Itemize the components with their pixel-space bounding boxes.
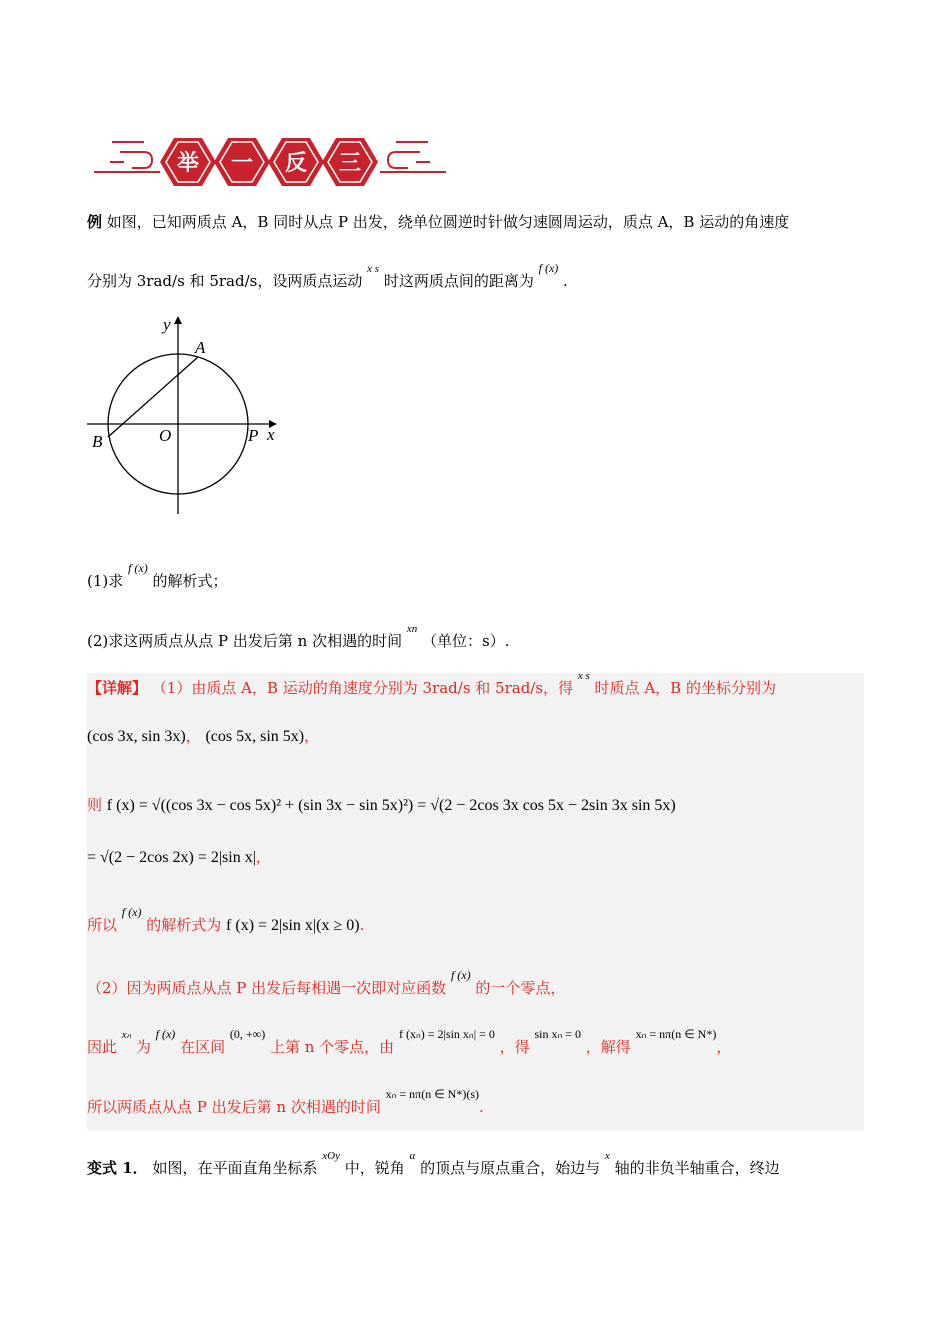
variant-1 bbox=[87, 1150, 780, 1181]
variant-alpha: α bbox=[409, 1150, 416, 1162]
y-axis-arrow bbox=[174, 316, 182, 324]
variant-b: 中，锐角 bbox=[344, 1159, 405, 1177]
q1-suffix: 的解析式； bbox=[152, 572, 228, 590]
solution-l7-eq3: xₙ = nπ(n ∈ N*) bbox=[635, 1027, 717, 1041]
solution-l8-eq: xₙ = nπ(n ∈ N*)(s) bbox=[385, 1087, 479, 1101]
solution-line-5: 所以 $^{f (x)}$ 的解析式为 f (x) = 2|sin x|(x ≥ 0). bbox=[87, 905, 365, 934]
banner-char-3: 反 bbox=[284, 151, 308, 176]
label-y: y bbox=[163, 315, 171, 334]
solution-l5-fx: f (x) bbox=[121, 905, 142, 919]
solution-l7a: 因此 bbox=[87, 1038, 118, 1056]
solution-line-2: (cos 3x, sin 3x)， (cos 5x, sin 5x)， bbox=[87, 727, 320, 745]
example-line-2 bbox=[87, 261, 568, 294]
q1-prefix: (1)求 bbox=[87, 572, 124, 590]
unit-circle-figure bbox=[87, 310, 287, 520]
solution-line-1 bbox=[87, 670, 776, 701]
variant-d: 轴的非负半轴重合，终边 bbox=[614, 1159, 780, 1177]
variant-a: 如图，在平面直角坐标系 bbox=[152, 1159, 318, 1177]
solution-line-3 bbox=[87, 794, 676, 817]
solution-l5-prefix: 所以 bbox=[87, 916, 118, 934]
variant-x: x bbox=[604, 1150, 610, 1162]
banner-char-1: 举 bbox=[176, 151, 200, 176]
coord-B: (cos 5x, sin 5x) bbox=[205, 728, 305, 745]
solution-line-7: 因此 $^{x_n}$ 为 $^{f (x)}$ 在区间 $^{(0, +\infty)}$ 上第 n 个零点，由 $^{f (x_n) = 2|sin x_n| = 0}$ ，得 $^{sin x_n = 0}$ ，解得 $^{x_n = n\pi(n \in N*)}$， bbox=[87, 1027, 732, 1056]
solution-l1b: 时质点 A，B 的坐标分别为 bbox=[594, 679, 776, 697]
label-B: B bbox=[92, 432, 103, 451]
example-line-1 bbox=[87, 211, 789, 233]
question-1 bbox=[87, 561, 228, 593]
solution-l6a: （2）因为两质点从点 P 出发后每相遇一次即对应函数 bbox=[87, 979, 447, 997]
coord-A: (cos 3x, sin 3x) bbox=[87, 728, 186, 745]
solution-l7c: 在区间 bbox=[180, 1038, 226, 1056]
banner-left-ornament bbox=[94, 142, 160, 172]
example-text-1: 如图，已知两质点 A，B 同时从点 P 出发，绕单位圆逆时针做匀速圆周运动，质点 A，B 运动的角速度 bbox=[106, 213, 790, 231]
banner-char-2: 一 bbox=[230, 151, 254, 176]
solution-line-8: 所以两质点从点 P 出发后第 n 次相遇的时间 $^{x_n = n\pi(n \in N*)(s)}$. bbox=[87, 1087, 484, 1116]
solution-l5-result: f (x) = 2|sin x|(x ≥ 0) bbox=[226, 917, 360, 934]
solution-l7-eq2: sin xₙ = 0 bbox=[534, 1027, 582, 1041]
solution-l7d: 上第 n 个零点，由 bbox=[269, 1038, 395, 1056]
variant-xoy: xOy bbox=[322, 1150, 340, 1162]
solution-l1: （1）由质点 A，B 运动的角速度分别为 3rad/s 和 5rad/s，得 bbox=[151, 679, 574, 697]
label-O: O bbox=[159, 426, 172, 445]
banner-right-ornament bbox=[380, 142, 446, 172]
variant-label: 变式 1． bbox=[87, 1159, 148, 1177]
solution-l7-interval: (0, +∞) bbox=[229, 1027, 266, 1041]
example-fx: f (x) bbox=[538, 261, 559, 275]
variant-c: 的顶点与原点重合，始边与 bbox=[420, 1159, 601, 1177]
simplified-formula: = √(2 − 2cos 2x) = 2|sin x| bbox=[87, 849, 256, 866]
label-P: P bbox=[248, 426, 259, 445]
example-xs: x s bbox=[367, 263, 380, 275]
q2-xn: xn bbox=[406, 623, 418, 635]
solution-l7f: ，解得 bbox=[585, 1038, 631, 1056]
example-label: 例 bbox=[87, 213, 103, 231]
section-banner bbox=[90, 128, 450, 198]
example-text-2a: 分别为 3rad/s 和 5rad/s，设两质点运动 bbox=[87, 272, 363, 290]
segment-AB bbox=[108, 357, 198, 437]
solution-l7-xn: xₙ bbox=[121, 1029, 132, 1041]
solution-l7b: 为 bbox=[135, 1038, 151, 1056]
solution-tag: 【详解】 bbox=[87, 679, 148, 697]
solution-l7e: ，得 bbox=[499, 1038, 530, 1056]
solution-l7-eq1: f (xₙ) = 2|sin xₙ| = 0 bbox=[398, 1027, 495, 1041]
label-A: A bbox=[195, 338, 206, 357]
solution-l6-fx: f (x) bbox=[450, 968, 471, 982]
solution-l8a: 所以两质点从点 P 出发后第 n 次相遇的时间 bbox=[87, 1098, 381, 1116]
solution-xs: x s bbox=[577, 670, 590, 682]
solution-l6b: 的一个零点， bbox=[475, 979, 566, 997]
solution-line-4: = √(2 − 2cos 2x) = 2|sin x|， bbox=[87, 848, 271, 866]
q1-fx: f (x) bbox=[128, 561, 148, 575]
solution-l3-prefix: 则 bbox=[87, 796, 103, 814]
label-x: x bbox=[267, 425, 275, 444]
distance-formula: f (x) = √((cos 3x − cos 5x)² + (sin 3x − sin 5x)²) = √(2 − 2cos 3x cos 5x − 2sin 3x sin 5x) bbox=[106, 797, 676, 814]
solution-line-6 bbox=[87, 968, 566, 1000]
solution-l7-fx: f (x) bbox=[155, 1027, 176, 1041]
q2-prefix: (2)求这两质点从点 P 出发后第 n 次相遇的时间 bbox=[87, 632, 403, 650]
q2-suffix: （单位：s）. bbox=[422, 632, 510, 650]
banner-char-4: 三 bbox=[338, 151, 362, 176]
example-text-2-end: . bbox=[563, 272, 568, 290]
question-2 bbox=[87, 623, 510, 654]
example-text-2b: 时这两质点间的距离为 bbox=[383, 272, 534, 290]
solution-l5-mid: 的解析式为 bbox=[146, 916, 222, 934]
